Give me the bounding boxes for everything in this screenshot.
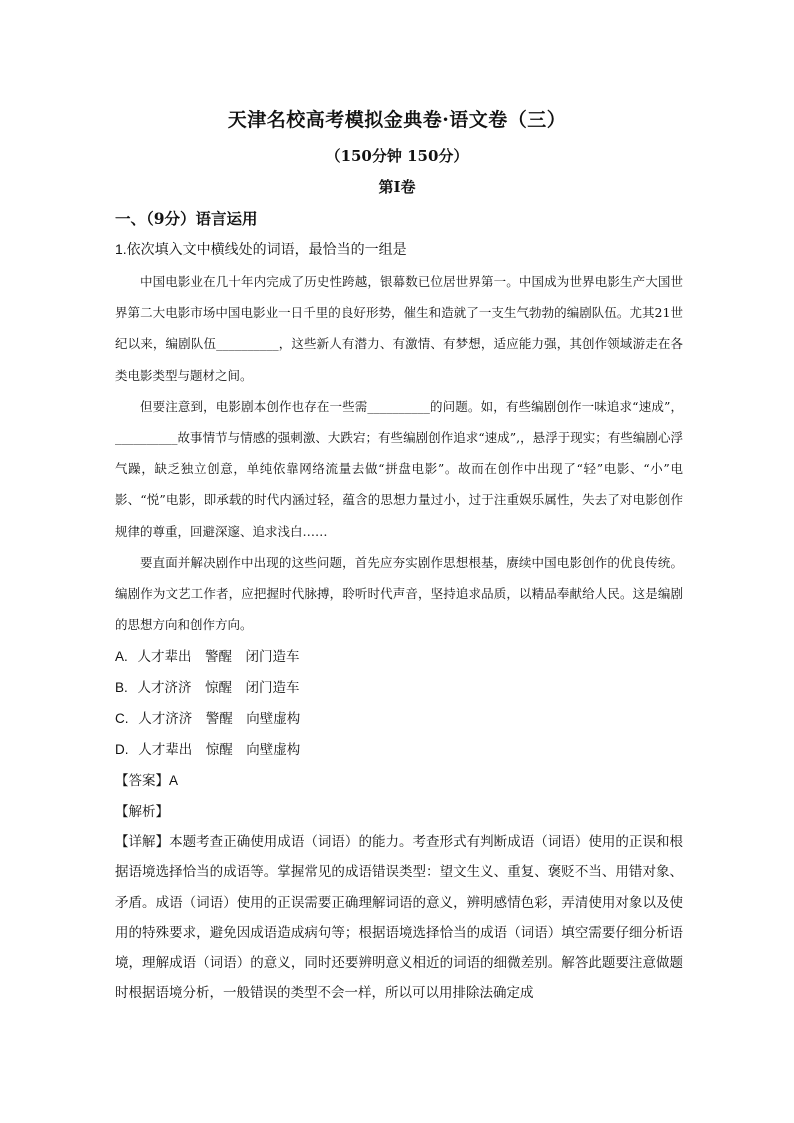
passage-paragraph-3: 要直面并解决剧作中出现的这些问题，首先应夯实剧作思想根基，赓续中国电影创作的优良传统。编剧作为文艺工作者，应把握时代脉搏，聆听时代声音，坚持追求品质，以精品奉献给人民。这是编剧的思想方向和创作方向。: [115, 554, 683, 633]
section-heading: 一、（9分）语言运用: [115, 209, 258, 228]
analysis-detail: [115, 827, 683, 1009]
option-d: D. 人才辈出 惊醒 向壁虚构: [115, 742, 301, 757]
question-prompt: 1.依次填入文中横线处的词语，最恰当的一组是: [115, 241, 407, 257]
question-passage: [115, 266, 683, 640]
option-a: A. 人才辈出 警醒 闭门造车: [115, 649, 300, 664]
option-b: B. 人才济济 惊醒 闭门造车: [115, 680, 300, 695]
volume-heading: 第Ⅰ卷: [378, 178, 416, 196]
analysis-detail-text: 【详解】本题考查正确使用成语（词语）的能力。考查形式有判断成语（词语）使用的正误和根据语境选择恰当的成语等。掌握常见的成语错误类型：望文生义、重复、褒贬不当、用错对象、矛盾。成语（词语）使用的正误需要正确理解词语的意义，辨明感情色彩，弄清使用对象以及使用的特殊要求，避免因成语造成病句等；根据语境选择恰当的成语（词语）填空需要仔细分析语境，理解成语（词语）的意义，同时还要辨明意义相近的词语的细微差别。解答此题要注意做题时根据语境分析，一般错误的类型不会一样，所以可以用排除法确定成: [115, 834, 683, 1001]
analysis-label: 【解析】: [115, 804, 169, 819]
option-c: C. 人才济济 警醒 向壁虚构: [115, 711, 301, 726]
answer-label: 【答案】A: [115, 773, 179, 788]
page-title: 天津名校高考模拟金典卷·语文卷（三）: [227, 109, 567, 131]
passage-paragraph-1: 中国电影业在几十年内完成了历史性跨越，银幕数已位居世界第一。中国成为世界电影生产大国世界第二大电影市场中国电影业一日千里的良好形势，催生和造就了一支生气勃勃的编剧队伍。尤其21世纪以来，编剧队伍__________，这些新人有潜力、有激情、有梦想，适应能力强，其创作领域游走在各类电影类型与题材之间。: [115, 274, 683, 383]
exam-duration-score: （150分钟 150分）: [325, 147, 469, 165]
passage-paragraph-2: 但要注意到，电影剧本创作也存在一些需__________的问题。如，有些编剧创作一味追求“速成”，__________故事情节与情感的强刺激、大跌宕；有些编剧创作追求“速成”,，悬浮于现实；有些编剧心浮气躁，缺乏独立创意，单纯依靠网络流量去做“拼盘电影”。故而在创作中出现了“轻”电影、“小”电影、“悦”电影，即承载的时代内涵过轻，蕴含的思想力量过小，过于注重娱乐属性，失去了对电影创作规律的尊重，回避深邃、追求浅白……: [115, 398, 683, 539]
